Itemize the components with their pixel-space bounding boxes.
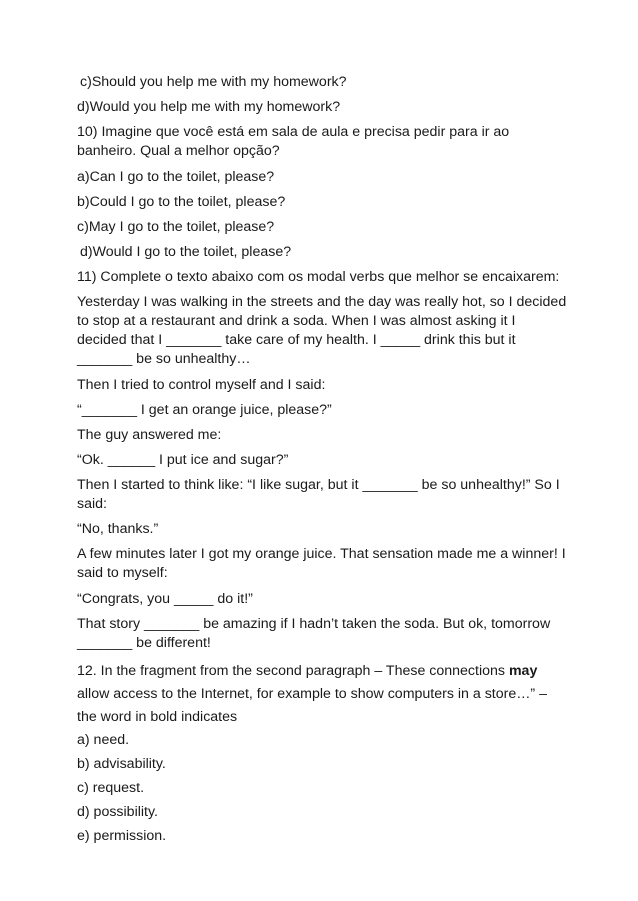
q11-paragraph-8: A few minutes later I got my orange juice. That sensation made me a winner! I said to myself: bbox=[77, 546, 566, 581]
q12-option-b: b) advisability. bbox=[77, 756, 166, 772]
q11-paragraph-1: Yesterday I was walking in the streets and the day was really hot, so I decided to stop at a restaurant and drink a soda. When I was almost asking it I decided that I _______ take care of my health. I _____ drink this but it _______ be so unhealthy… bbox=[77, 294, 567, 367]
q11-line-3: “_______ I get an orange juice, please?” bbox=[77, 402, 332, 418]
q12-option-a: a) need. bbox=[77, 732, 130, 748]
q12-option-c: c) request. bbox=[77, 780, 145, 796]
q11-line-2: Then I tried to control myself and I said: bbox=[77, 377, 326, 393]
q9-option-d: d)Would you help me with my homework? bbox=[77, 99, 341, 115]
q10-option-b: b)Could I go to the toilet, please? bbox=[77, 194, 286, 210]
q12-question bbox=[77, 660, 567, 729]
q12-option-e: e) permission. bbox=[77, 828, 167, 844]
q10-option-c: c)May I go to the toilet, please? bbox=[77, 219, 275, 235]
q11-instruction: 11) Complete o texto abaixo com os modal verbs que melhor se encaixarem: bbox=[77, 269, 560, 285]
q12-question-start: 12. In the fragment from the second paragraph – These connections bbox=[77, 663, 509, 679]
q11-line-7: “No, thanks.” bbox=[77, 521, 159, 537]
q11-line-5: “Ok. ______ I put ice and sugar?” bbox=[77, 452, 289, 468]
q12-option-d: d) possibility. bbox=[77, 804, 158, 820]
q12-bold-word: may bbox=[508, 663, 538, 679]
q11-line-9: “Congrats, you _____ do it!” bbox=[77, 591, 253, 607]
q9-option-c: c)Should you help me with my homework? bbox=[80, 74, 347, 90]
q10-option-a: a)Can I go to the toilet, please? bbox=[77, 169, 275, 185]
q11-paragraph-10: That story _______ be amazing if I hadn’t taken the soda. But ok, tomorrow _______ be different! bbox=[77, 616, 551, 651]
document-page bbox=[77, 73, 567, 851]
q11-line-4: The guy answered me: bbox=[77, 427, 222, 443]
q10-question: 10) Imagine que você está em sala de aula e precisa pedir para ir ao banheiro. Qual a melhor opção? bbox=[77, 124, 510, 159]
q11-line-6: Then I started to think like: “I like sugar, but it _______ be so unhealthy!” So I said: bbox=[77, 477, 560, 512]
q12-question-end: allow access to the Internet, for example to show computers in a store…” – the word in bold indicates bbox=[77, 686, 547, 725]
q10-option-d: d)Would I go to the toilet, please? bbox=[80, 244, 292, 260]
